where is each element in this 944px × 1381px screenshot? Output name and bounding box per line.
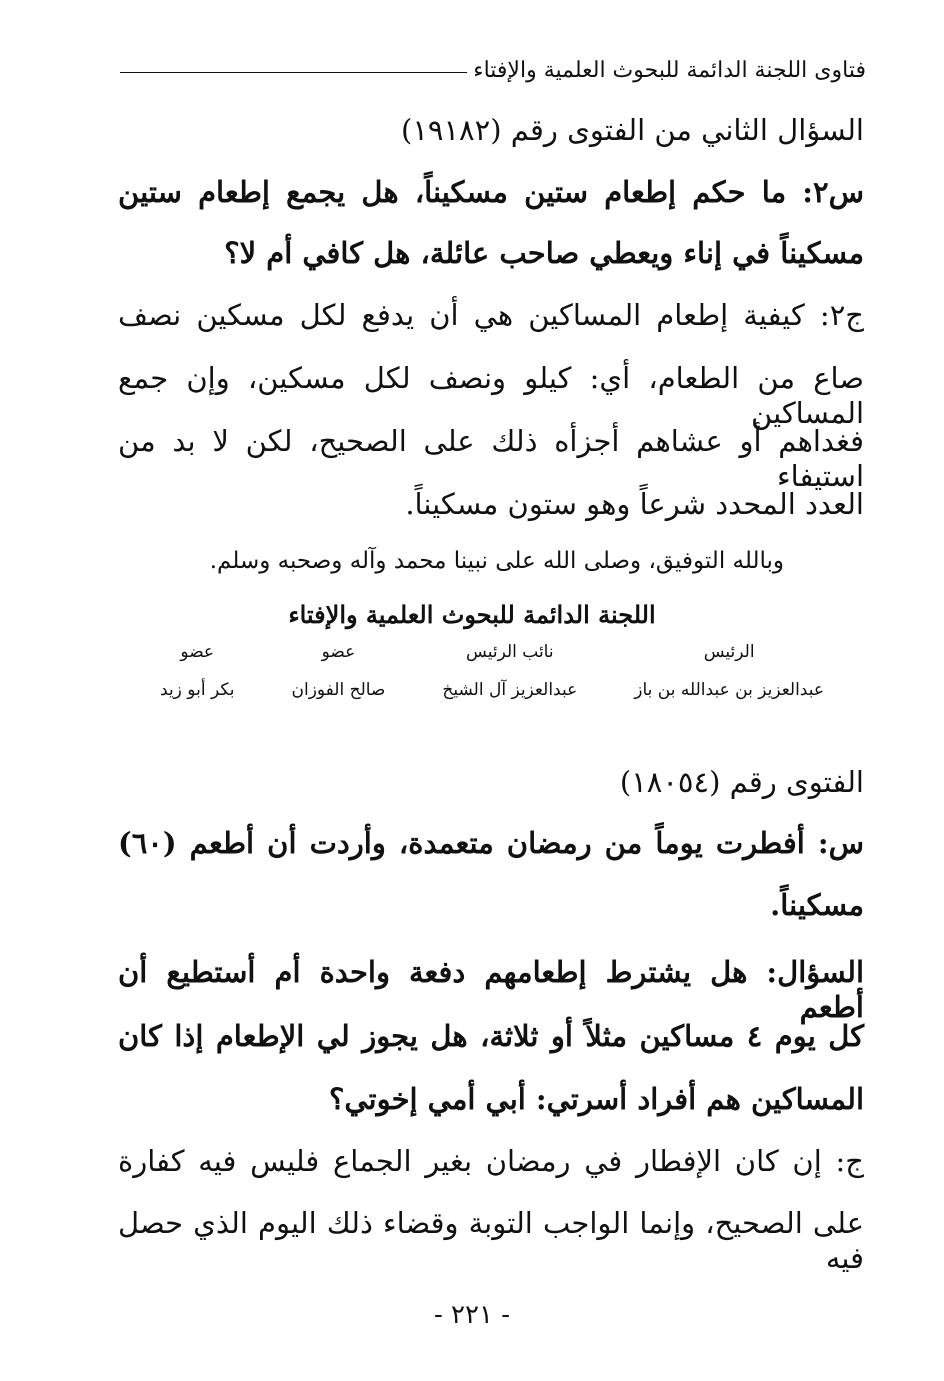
signatory-role: عضو bbox=[321, 642, 356, 662]
fatwa-2-answer-line-2: على الصحيح، وإنما الواجب التوبة وقضاء ذلك اليوم الذي حصل فيه bbox=[118, 1206, 864, 1275]
closing-prayer: وبالله التوفيق، وصلى الله على نبينا محمد وآله وصحبه وسلم. bbox=[209, 548, 784, 574]
fatwa-2-question2-line-1: السؤال: هل يشترط إطعامهم دفعة واحدة أم أستطيع أن أطعم bbox=[118, 955, 864, 1024]
signatory-name: عبدالعزيز بن عبدالله بن باز bbox=[634, 680, 824, 700]
fatwa-2-question2-line-2: كل يوم ٤ مساكين مثلاً أو ثلاثة، هل يجوز لي الإطعام إذا كان bbox=[118, 1019, 865, 1053]
fatwa-1-question-line-1: س٢: ما حكم إطعام ستين مسكيناً، هل يجمع إطعام ستين bbox=[118, 175, 864, 209]
signatory-name: عبدالعزيز آل الشيخ bbox=[442, 680, 578, 700]
signatory-role: الرئيس bbox=[703, 642, 755, 662]
header-rule bbox=[120, 72, 467, 73]
fatwa-2-question-line-1: س: أفطرت يوماً من رمضان متعمدة، وأردت أن أطعم (٦٠) bbox=[118, 826, 864, 860]
fatwa-1-answer-line-2: صاع من الطعام، أي: كيلو ونصف لكل مسكين، وإن جمع المساكين bbox=[118, 361, 864, 430]
signatory-role: عضو bbox=[180, 642, 215, 662]
signatory-vice-president bbox=[442, 642, 577, 700]
fatwa-1-answer-line-3: فغداهم أو عشاهم أجزأه ذلك على الصحيح، لكن لا بد من استيفاء bbox=[118, 424, 864, 493]
signatory-president bbox=[634, 642, 824, 700]
signatory-name: صالح الفوزان bbox=[291, 680, 386, 700]
fatwa-1-answer-line-1: ج٢: كيفية إطعام المساكين هي أن يدفع لكل مسكين نصف bbox=[118, 298, 864, 332]
fatwa-1-answer-line-4: العدد المحدد شرعاً وهو ستون مسكيناً. bbox=[405, 487, 864, 521]
fatwa-1-question-line-2: مسكيناً في إناء ويعطي صاحب عائلة، هل كافي أم لا؟ bbox=[224, 236, 864, 270]
fatwa-2-intro: الفتوى رقم (١٨٠٥٤) bbox=[619, 765, 864, 799]
signatory-role: نائب الرئيس bbox=[466, 642, 554, 662]
signatory-member-1 bbox=[291, 642, 385, 700]
running-title: فتاوى اللجنة الدائمة للبحوث العلمية والإفتاء bbox=[473, 58, 866, 83]
fatwa-1-intro: السؤال الثاني من الفتوى رقم (١٩١٨٢) bbox=[401, 113, 864, 147]
running-header bbox=[120, 58, 866, 83]
fatwa-2-answer-line-1: ج: إن كان الإفطار في رمضان بغير الجماع فليس فيه كفارة bbox=[118, 1144, 864, 1178]
signatures bbox=[160, 642, 824, 700]
page-number: - ٢٢١ - bbox=[433, 1300, 511, 1330]
committee-title: اللجنة الدائمة للبحوث العلمية والإفتاء bbox=[288, 600, 656, 629]
fatwa-2-question-line-2: مسكيناً. bbox=[770, 888, 864, 922]
signatory-member-2 bbox=[160, 642, 234, 700]
signatory-name: بكر أبو زيد bbox=[160, 680, 235, 700]
fatwa-2-question2-line-3: المساكين هم أفراد أسرتي: أبي أمي إخوتي؟ bbox=[328, 1082, 864, 1116]
